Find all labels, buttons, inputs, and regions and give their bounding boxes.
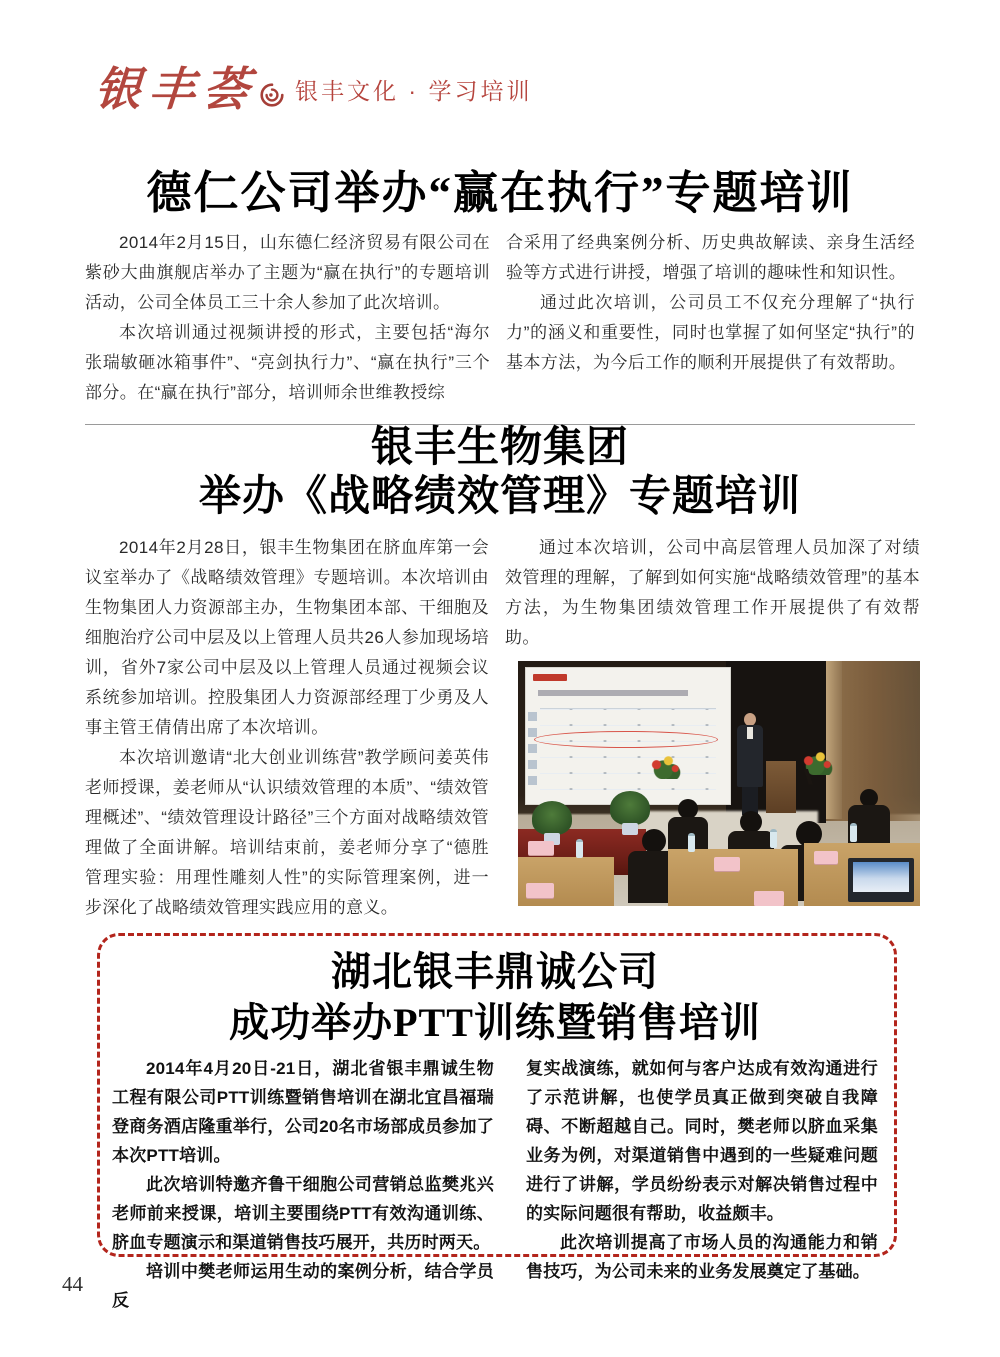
- water-bottle: [770, 829, 777, 848]
- paragraph: 2014年2月28日，银丰生物集团在脐血库第一会议室举办了《战略绩效管理》专题培训。本次培训由生物集团人力资源部主办，生物集团本部、干细胞及细胞治疗公司中层及以上管理人员共26人参加现场培训，省外7家公司中层及以上管理人员通过视频会议系统参加培训。控股集团人力资源部经理丁少勇及人事主管王倩倩出席了本次培训。: [85, 538, 489, 737]
- name-card: [528, 841, 554, 855]
- brand-logo: 银丰荟: [93, 62, 259, 116]
- slide-title-bar: [538, 690, 688, 696]
- paragraph: 此次培训提高了市场人员的沟通能力和销售技巧，为公司未来的业务发展奠定了基础。: [526, 1233, 878, 1281]
- article3-body: [112, 1054, 878, 1315]
- paragraph: 此次培训特邀齐鲁干细胞公司营销总监樊兆兴老师前来授课，培训主要围绕PTT有效沟通训练、脐血专题演示和渠道销售技巧展开，共历时两天。: [112, 1175, 494, 1252]
- article3-right-column: [526, 1054, 878, 1315]
- slide-row-labels: [528, 712, 537, 786]
- slide-table: [540, 708, 716, 791]
- article3-left-column: [112, 1054, 494, 1315]
- article1-left-column: [85, 228, 490, 408]
- slide-logo: [533, 674, 567, 681]
- name-card: [754, 891, 784, 906]
- slide-highlight-ellipse: [534, 731, 718, 748]
- audience-head: [642, 829, 666, 853]
- paragraph: 通过此次培训，公司员工不仅充分理解了“执行力”的涵义和重要性，同时也掌握了如何坚定“执行”的基本方法，为今后工作的顺利开展提供了有效帮助。: [506, 293, 915, 372]
- photo-podium: [766, 761, 796, 813]
- training-photo: [518, 661, 920, 906]
- paragraph: 2014年4月20日-21日，湖北省银丰鼎诚生物工程有限公司PTT训练暨销售培训在湖北宜昌福瑞登商务酒店隆重举行，公司20名市场部成员参加了本次PTT培训。: [112, 1059, 494, 1165]
- paragraph: 培训中樊老师运用生动的案例分析，结合学员反: [112, 1262, 494, 1310]
- paragraph: 合采用了经典案例分析、历史典故解读、亲身生活经验等方式进行讲授，增强了培训的趣味性和知识性。: [506, 233, 915, 282]
- article2-body: [85, 533, 920, 923]
- flower-bouquet: [648, 753, 682, 779]
- paragraph: 通过本次培训，公司中高层管理人员加深了对绩效管理的理解，了解到如何实施“战略绩效管理”的基本方法，为生物集团绩效管理工作开展提供了有效帮助。: [505, 538, 920, 647]
- photo-desk: [518, 857, 614, 906]
- photo-projection-screen: [526, 668, 730, 804]
- photo-presenter: [737, 713, 763, 813]
- paragraph: 本次培训通过视频讲授的形式，主要包括“海尔张瑞敏砸冰箱事件”、“亮剑执行力”、“赢在执行”三个部分。在“赢在执行”部分，培训师余世维教授综: [85, 323, 490, 402]
- article1-body: [85, 228, 915, 408]
- potted-plant: [610, 791, 650, 825]
- section-tagline: 银丰文化 · 学习培训: [295, 78, 533, 104]
- name-card: [526, 883, 554, 898]
- paragraph: 2014年2月15日，山东德仁经济贸易有限公司在紫砂大曲旗舰店举办了主题为“赢在执行”的专题培训活动，公司全体员工三十余人参加了此次培训。: [85, 233, 490, 312]
- article2-title-line2: 举办《战略绩效管理》专题培训: [198, 474, 801, 520]
- water-bottle: [850, 823, 857, 842]
- article2-title-line1: 银丰生物集团: [370, 425, 629, 471]
- water-bottle: [688, 833, 695, 852]
- article1-right-column: [506, 228, 915, 408]
- water-bottle: [576, 839, 583, 858]
- article3-title-line1: 湖北银丰鼎诚公司: [331, 949, 659, 994]
- article3-title-line2: 成功举办PTT训练暨销售培训: [229, 1000, 761, 1045]
- article2-right-column: [505, 533, 920, 923]
- article2-right-text: [505, 533, 920, 653]
- laptop-screen: [853, 862, 909, 892]
- article3-title: [112, 946, 878, 1048]
- article1-title: 德仁公司举办“赢在执行”专题培训: [146, 168, 854, 218]
- audience-head: [678, 799, 698, 819]
- article2-left-column: [85, 533, 489, 923]
- audience-head: [740, 811, 762, 833]
- paragraph: 复实战演练，就如何与客户达成有效沟通进行了示范讲解，也使学员真正做到突破自我障碍、不断超越自己。同时，樊老师以脐血采集业务为例，对渠道销售中遇到的一些疑难问题进行了讲解，学员纷纷表示对解决销售过程中的实际问题很有帮助，收益颇丰。: [526, 1059, 878, 1223]
- featured-article-box: [97, 933, 897, 1310]
- page-number: 44: [62, 1272, 83, 1296]
- name-card: [714, 857, 740, 871]
- name-card: [814, 851, 838, 864]
- paragraph: 本次培训邀请“北大创业训练营”教学顾问姜英伟老师授课，姜老师从“认识绩效管理的本质”、“绩效管理概述”、“绩效管理设计路径”三个方面对战略绩效管理做了全面讲解。培训结束前，姜老师分享了“德胜管理实验：用理性雕刻人性”的实际管理案例，进一步深化了战略绩效管理实践应用的意义。: [85, 748, 489, 917]
- page-header: [93, 62, 533, 116]
- photo-laptop: [848, 858, 914, 902]
- potted-plant: [532, 801, 572, 835]
- article2-title: [0, 424, 1000, 522]
- presenter-shirt: [747, 727, 753, 739]
- swirl-icon: [259, 82, 285, 108]
